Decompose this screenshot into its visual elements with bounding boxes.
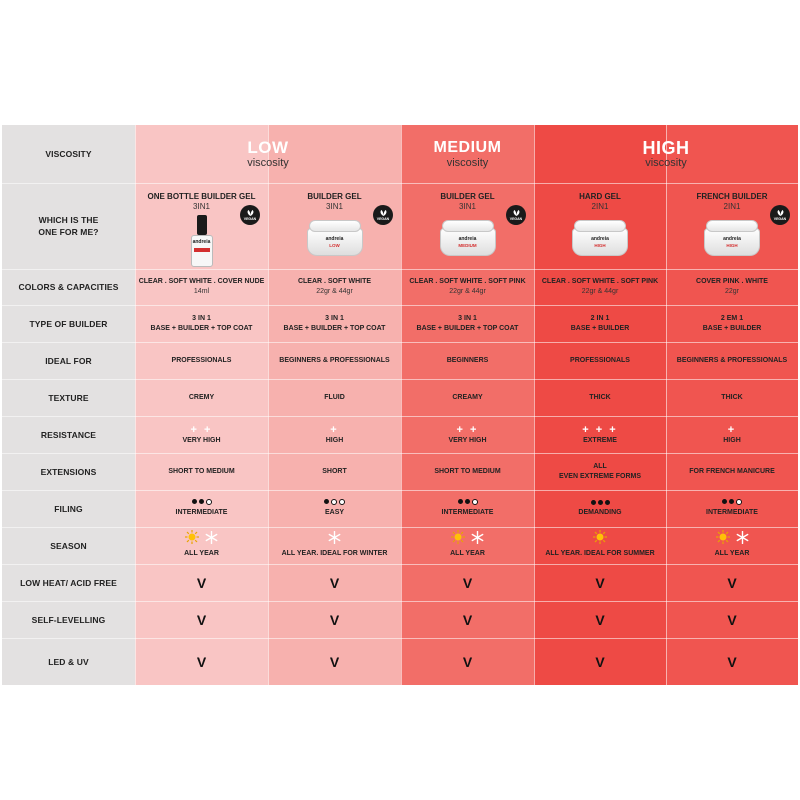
extensions-detail: EVEN EXTREME FORMS (558, 472, 642, 480)
row-label-extensions: EXTENSIONS (40, 466, 97, 477)
cell-resistance-1 (268, 416, 401, 453)
row-label-lowheat: LOW HEAT/ ACID FREE (20, 577, 117, 588)
check-mark: V (462, 574, 473, 591)
sun-icon (593, 530, 607, 549)
cell-season-3 (534, 527, 666, 564)
cell-led-2 (401, 638, 534, 685)
extensions-value: FOR FRENCH MANICURE (689, 467, 775, 475)
vegan-badge (240, 205, 260, 225)
capacity-value: 14ml (193, 288, 210, 295)
check-mark: V (462, 653, 473, 670)
jar-label: LOW (329, 243, 340, 248)
cell-texture-4 (666, 379, 798, 416)
cell-ideal-2 (401, 342, 534, 379)
product-jar-image (307, 220, 363, 256)
group-header-high (534, 131, 798, 177)
cell-selflevel-1 (268, 601, 401, 638)
filing-dot (199, 499, 204, 504)
product-name: BUILDER GEL (307, 192, 362, 201)
cell-texture-0 (135, 379, 268, 416)
vegan-badge (506, 205, 526, 225)
cell-texture-2 (401, 379, 534, 416)
type-detail: BASE + BUILDER (702, 324, 762, 332)
filing-dot (192, 499, 197, 504)
product-kind: 3IN1 (193, 202, 210, 211)
season-value: ALL YEAR (714, 549, 750, 557)
resistance-plus: + (727, 423, 737, 436)
row-label-ideal: IDEAL FOR (45, 355, 92, 366)
row-label-texture: TEXTURE (48, 392, 89, 403)
texture-value: CREMY (188, 393, 215, 401)
cell-filing-1 (268, 490, 401, 527)
filing-dot (465, 499, 470, 504)
resistance-plus: + + (190, 423, 213, 436)
cell-resistance-4 (666, 416, 798, 453)
colors-value: CLEAR . SOFT WHITE (297, 278, 372, 285)
product-kind: 2IN1 (591, 202, 609, 211)
group-sub-low: viscosity (247, 157, 289, 169)
cell-texture-3 (534, 379, 666, 416)
row-label-resistance: RESISTANCE (40, 429, 97, 440)
jar-brand: andreia (325, 236, 344, 242)
filing-value: EASY (324, 509, 345, 516)
resistance-plus: + (330, 423, 339, 436)
product-name: HARD GEL (579, 192, 621, 201)
type-detail: BASE + BUILDER + TOP COAT (283, 324, 386, 332)
cell-lowheat-0 (135, 564, 268, 601)
sun-icon (185, 530, 199, 549)
check-mark: V (727, 611, 737, 628)
filing-value: INTERMEDIATE (441, 509, 494, 516)
cell-type-3 (534, 305, 666, 342)
texture-value: THICK (589, 393, 611, 401)
leaf-icon (246, 209, 255, 217)
cell-season-4 (666, 527, 798, 564)
cell-colors-0 (135, 269, 268, 305)
cell-selflevel-3 (534, 601, 666, 638)
row-label-which: WHICH IS THE ONE FOR ME? (38, 215, 99, 237)
cell-led-4 (666, 638, 798, 685)
vegan-text: VEGAN (773, 217, 787, 221)
cell-extensions-2 (401, 453, 534, 490)
season-value: ALL YEAR. IDEAL FOR WINTER (281, 549, 388, 557)
row-label-type: TYPE OF BUILDER (29, 318, 108, 329)
check-mark: V (329, 653, 340, 670)
colors-value: COVER PINK . WHITE (696, 278, 768, 285)
cell-extensions-0 (135, 453, 268, 490)
leaf-icon (512, 209, 521, 217)
row-label-led: LED & UV (48, 656, 89, 667)
cell-lowheat-3 (534, 564, 666, 601)
leaf-icon (379, 209, 388, 217)
snowflake-icon (471, 531, 484, 549)
type-value: 2 IN 1 (590, 314, 610, 322)
type-detail: BASE + BUILDER + TOP COAT (150, 324, 253, 332)
resistance-value: HIGH (325, 436, 344, 444)
product-name: ONE BOTTLE BUILDER GEL (147, 192, 256, 201)
cell-type-2 (401, 305, 534, 342)
cell-selflevel-2 (401, 601, 534, 638)
type-value: 3 IN 1 (458, 314, 477, 322)
filing-dot (206, 499, 212, 505)
colors-value: CLEAR . SOFT WHITE . SOFT PINK (409, 278, 526, 285)
cell-extensions-1 (268, 453, 401, 490)
season-value: ALL YEAR (450, 549, 485, 557)
group-sub-medium: viscosity (446, 157, 489, 169)
filing-value: DEMANDING (578, 508, 622, 516)
ideal-value: BEGINNERS & PROFESSIONALS (676, 356, 788, 364)
cell-texture-1 (268, 379, 401, 416)
check-mark: V (462, 611, 473, 628)
ideal-value: PROFESSIONALS (570, 356, 630, 364)
type-value: 3 IN 1 (325, 314, 344, 322)
cell-which-0 (135, 183, 268, 269)
check-mark: V (727, 653, 737, 670)
filing-value: INTERMEDIATE (175, 509, 228, 516)
comparison-table (2, 125, 798, 685)
texture-value: FLUID (324, 393, 345, 401)
row-label-filing: FILING (54, 503, 83, 514)
cell-lowheat-4 (666, 564, 798, 601)
product-jar-image (440, 220, 496, 256)
cell-led-0 (135, 638, 268, 685)
filing-dot (729, 499, 734, 504)
check-mark: V (595, 611, 605, 628)
ideal-value: BEGINNERS (446, 356, 489, 364)
filing-dot (324, 499, 329, 504)
cell-ideal-3 (534, 342, 666, 379)
cell-selflevel-0 (135, 601, 268, 638)
cell-led-1 (268, 638, 401, 685)
capacity-value: 22gr & 44gr (449, 288, 486, 295)
resistance-value: HIGH (723, 436, 741, 444)
product-kind: 2IN1 (723, 202, 741, 211)
ideal-value: BEGINNERS & PROFESSIONALS (279, 356, 390, 364)
filing-dots (324, 499, 345, 505)
cell-led-3 (534, 638, 666, 685)
capacity-value: 22gr & 44gr (581, 288, 619, 295)
cell-ideal-1 (268, 342, 401, 379)
cell-filing-3 (534, 490, 666, 527)
check-mark: V (196, 653, 207, 670)
cell-extensions-4 (666, 453, 798, 490)
product-jar-image (704, 220, 760, 256)
group-header-low (135, 131, 401, 177)
season-value: ALL YEAR (184, 549, 219, 557)
cell-which-2 (401, 183, 534, 269)
cell-selflevel-4 (666, 601, 798, 638)
filing-dot (598, 500, 603, 505)
cell-colors-3 (534, 269, 666, 305)
type-value: 2 EM 1 (720, 314, 744, 322)
vegan-badge (770, 205, 790, 225)
cell-which-1 (268, 183, 401, 269)
filing-value: INTERMEDIATE (706, 509, 758, 516)
vegan-text: VEGAN (509, 217, 523, 221)
cell-filing-2 (401, 490, 534, 527)
cell-filing-0 (135, 490, 268, 527)
sun-icon (451, 530, 465, 549)
bottle-brand: andreia (192, 239, 211, 245)
cell-type-4 (666, 305, 798, 342)
filing-dots (192, 499, 212, 505)
filing-dot (472, 499, 478, 505)
cell-season-2 (401, 527, 534, 564)
extensions-value: ALL (593, 462, 607, 470)
cell-lowheat-2 (401, 564, 534, 601)
check-mark: V (329, 611, 340, 628)
vegan-text: VEGAN (243, 217, 257, 221)
cell-filing-4 (666, 490, 798, 527)
type-value: 3 IN 1 (192, 314, 211, 322)
product-name: BUILDER GEL (440, 192, 495, 201)
filing-dots (458, 499, 478, 505)
texture-value: CREAMY (452, 393, 483, 401)
product-bottle-image (187, 215, 217, 267)
resistance-value: VERY HIGH (448, 436, 487, 444)
check-mark: V (329, 574, 340, 591)
viscosity-label: VISCOSITY (45, 149, 92, 159)
filing-dots (591, 500, 610, 505)
resistance-plus: + + + (582, 423, 618, 436)
filing-dot (722, 499, 727, 504)
extensions-value: SHORT TO MEDIUM (168, 467, 235, 475)
resistance-plus: + + (456, 423, 479, 436)
colors-value: CLEAR . SOFT WHITE . SOFT PINK (541, 278, 659, 285)
cell-which-3 (534, 183, 666, 269)
jar-brand: andreia (723, 236, 741, 242)
snowflake-icon (328, 531, 341, 549)
cell-extensions-3 (534, 453, 666, 490)
cell-season-0 (135, 527, 268, 564)
season-value: ALL YEAR. IDEAL FOR SUMMER (545, 549, 655, 557)
filing-dot (605, 500, 610, 505)
cell-colors-1 (268, 269, 401, 305)
cell-ideal-4 (666, 342, 798, 379)
colors-value: CLEAR . SOFT WHITE . COVER NUDE (138, 278, 265, 285)
filing-dot (331, 499, 337, 505)
vegan-text: VEGAN (376, 217, 390, 221)
group-sub-high: viscosity (645, 157, 687, 169)
product-jar-image (572, 220, 628, 256)
capacity-value: 22gr & 44gr (316, 288, 353, 295)
filing-dots (722, 499, 742, 505)
texture-value: THICK (721, 393, 743, 401)
group-title-medium: MEDIUM (433, 139, 502, 156)
jar-label: MEDIUM (458, 243, 477, 248)
check-mark: V (595, 653, 605, 670)
type-detail: BASE + BUILDER + TOP COAT (416, 324, 519, 332)
snowflake-icon (736, 531, 749, 549)
cell-lowheat-1 (268, 564, 401, 601)
check-mark: V (595, 574, 605, 591)
row-label-colors: COLORS & CAPACITIES (18, 282, 119, 292)
sun-icon (716, 530, 730, 549)
cell-colors-4 (666, 269, 798, 305)
cell-which-4 (666, 183, 798, 269)
cell-type-1 (268, 305, 401, 342)
filing-dot (591, 500, 596, 505)
jar-label: HIGH (594, 243, 606, 248)
cell-resistance-3 (534, 416, 666, 453)
jar-brand: andreia (591, 236, 609, 242)
vegan-badge (373, 205, 393, 225)
resistance-value: EXTREME (583, 436, 617, 444)
check-mark: V (196, 611, 207, 628)
leaf-icon (776, 209, 785, 217)
group-title-low: LOW (247, 138, 289, 157)
group-header-medium (401, 131, 534, 177)
cell-resistance-2 (401, 416, 534, 453)
extensions-value: SHORT TO MEDIUM (434, 467, 501, 475)
cell-resistance-0 (135, 416, 268, 453)
extensions-value: SHORT (322, 467, 347, 475)
group-title-high: HIGH (642, 138, 690, 158)
ideal-value: PROFESSIONALS (171, 356, 232, 364)
check-mark: V (196, 574, 207, 591)
filing-dot (458, 499, 463, 504)
resistance-value: VERY HIGH (182, 436, 221, 444)
snowflake-icon (205, 531, 218, 549)
cell-colors-2 (401, 269, 534, 305)
check-mark: V (727, 574, 737, 591)
filing-dot (339, 499, 345, 505)
jar-brand: andreia (458, 236, 477, 242)
product-name: FRENCH BUILDER (696, 192, 768, 201)
capacity-value: 22gr (724, 288, 739, 295)
product-kind: 3IN1 (459, 202, 476, 211)
cell-season-1 (268, 527, 401, 564)
jar-label: HIGH (726, 243, 738, 248)
row-label-season: SEASON (50, 540, 87, 551)
cell-ideal-0 (135, 342, 268, 379)
type-detail: BASE + BUILDER (570, 324, 630, 332)
cell-type-0 (135, 305, 268, 342)
product-kind: 3IN1 (326, 202, 343, 211)
filing-dot (736, 499, 742, 505)
row-label-selflevel: SELF-LEVELLING (31, 614, 106, 625)
